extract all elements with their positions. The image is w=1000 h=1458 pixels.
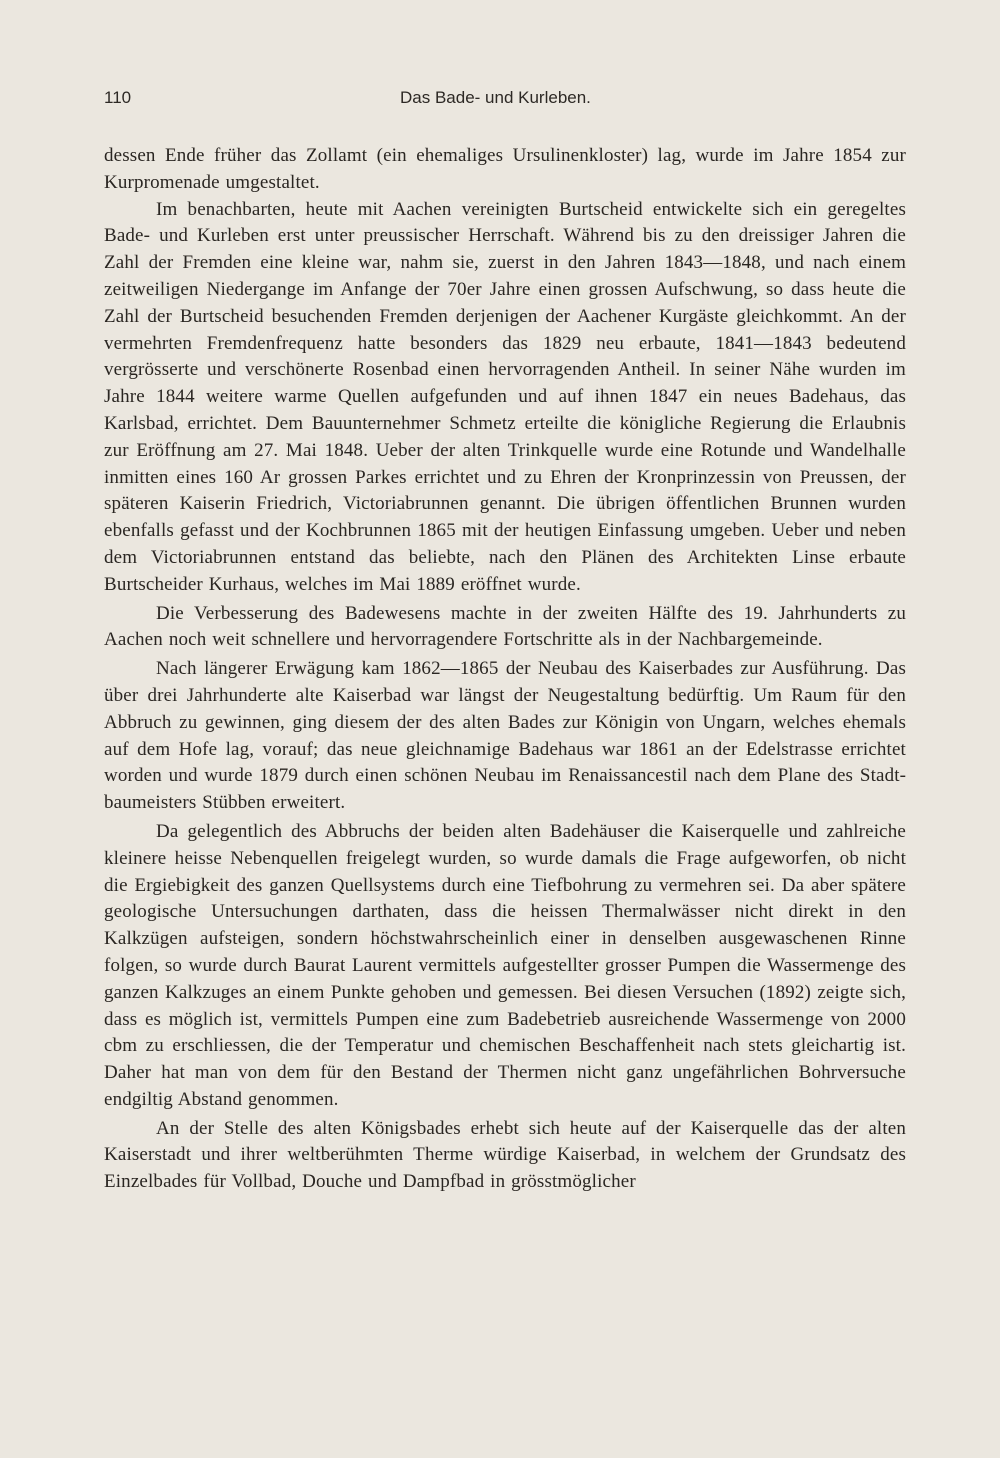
- page-header: [104, 88, 904, 118]
- paragraph-continuation: dessen Ende früher das Zollamt (ein ehemaliges Ursulinenkloster) lag, wurde im Jahre 1854 zur Kurpromenade umgestaltet.: [104, 145, 906, 193]
- body-text: [104, 143, 906, 1196]
- paragraph-kaiserbad: Nach längerer Erwägung kam 1862—1865 der Neubau des Kaiserbades zur Ausführung. Das über drei Jahrhunderte alte Kaiserbad war längst der Neugestaltung bedürftig. Um Raum für den Abbruch zu gewinnen, ging diesem der des alten Bades zur Königin von Ungarn, welches ehemals auf dem Hofe lag, vorauf; das neue gleichnamige Badehaus war 1861 an der Edelstrasse errichtet worden und wurde 1879 durch einen schönen Neubau im Renaissancestil nach dem Plane des Stadtbaumeisters Stübben erweitert.: [104, 658, 906, 814]
- paragraph-improvement: Die Verbesserung des Badewesens machte in der zweiten Hälfte des 19. Jahrhunderts zu Aachen noch weit schnellere und hervorragendere Fortschritte als in der Nachbargemeinde.: [104, 602, 906, 651]
- paragraph-springs: Da gelegentlich des Abbruchs der beiden alten Badehäuser die Kaiserquelle und zahlreiche kleinere heisse Nebenquellen freigelegt wurden, so wurde damals die Frage aufgeworfen, ob nicht die Ergiebigkeit des ganzen Quellsystems durch eine Tiefbohrung zu vermehren sei. Da aber spätere geologische Untersuchungen darthaten, dass die heissen Thermalwässer nicht direkt in den Kalkzügen aufsteigen, sondern höchstwahrscheinlich einer in denselben ausgewaschenen Rinne folgen, so wurde durch Baurat Laurent vermittels aufgestellter grosser Pumpen die Wassermenge des ganzen Kalkzuges an einem Punkte gehoben und gemessen. Bei diesen Versuchen (1892) zeigte sich, dass es möglich ist, vermittels Pumpen eine zum Badebetrieb ausreichende Wassermenge von 2000 cbm zu erschliessen, die der Temperatur und chemischen Beschaffenheit nach stets gleichartig ist. Daher hat man von dem für den Bestand der Thermen nicht ganz ungefährlichen Bohrversuche endgiltig Abstand genommen.: [104, 820, 906, 1110]
- running-title: Das Bade- und Kurleben.: [400, 88, 591, 107]
- paragraph-koenigsbad: An der Stelle des alten Königsbades erhebt sich heute auf der Kaiserquelle das der alten Kaiserstadt und ihrer weltberühmten Therme würdige Kaiserbad, in welchem der Grundsatz des Einzelbades für Vollbad, Douche und Dampfbad in grösstmöglicher: [104, 1117, 906, 1193]
- page-number: 110: [104, 88, 132, 107]
- paragraph-burtscheid: Im benachbarten, heute mit Aachen vereinigten Burtscheid entwickelte sich ein geregeltes Bade- und Kurleben erst unter preussischer Herrschaft. Während bis zu den dreissiger Jahren die Zahl der Fremden eine kleine war, nahm sie, zuerst in den Jahren 1843—1848, und nach einem zeitweiligen Niedergange im Anfange der 70er Jahre einen grossen Aufschwung, so dass heute die Zahl der Burtscheid besuchenden Fremden derjenigen der Aachener Kurgäste gleichkommt. An der vermehrten Fremdenfrequenz hatte besonders das 1829 neu erbaute, 1841—1843 bedeutend vergrösserte und verschönerte Rosenbad einen hervorragenden Antheil. In seiner Nähe wurden im Jahre 1844 weitere warme Quellen aufgefunden und auf ihnen 1847 ein neues Badehaus, das Karlsbad, errichtet. Dem Bauunternehmer Schmetz erteilte die königliche Regierung die Erlaubnis zur Eröffnung am 27. Mai 1848. Ueber der alten Trinkquelle wurde eine Rotunde und Wandelhalle inmitten eines 160 Ar grossen Parkes errichtet und zu Ehren der Kronprinzessin von Preussen, der späteren Kaiserin Friedrich, Victoriabrunnen genannt. Die übrigen öffentlichen Brunnen wurden ebenfalls gefasst und der Kochbrunnen 1865 mit der heutigen Einfassung umgeben. Ueber und neben dem Victoriabrunnen entstand das beliebte, nach den Plänen des Architekten Linse erbaute Burtscheider Kurhaus, welches im Mai 1889 eröffnet wurde.: [104, 198, 906, 595]
